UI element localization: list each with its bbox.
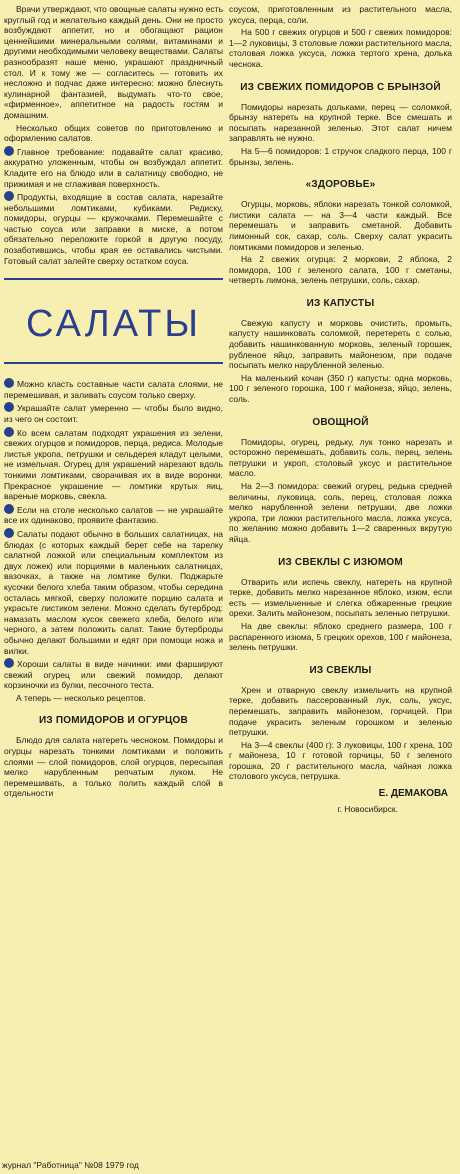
recipe-title: «ЗДОРОВЬЕ»: [305, 179, 376, 191]
recipe-ingredients: На 2 свежих огурца: 2 моркови, 2 яблока, 2 помидора, 100 г зеленого салата, 100 г сметаны, четверть лимона, зелень петрушки, соль, сахар.: [229, 254, 452, 286]
intro-paragraph: Врачи утверждают, что овощные салаты нужно есть круглый год и желательно каждый день. Они не просто возбуждают аппетит, но и обогащают рацион ценнейшими минеральными солями, витаминами и другими необходимыми человеку веществами. Салаты разнообразят наше меню, украшают праздничный стол. И к тому же — согласитесь — готовить их несложно и подчас даже интересно: можно блеснуть кулинарной фантазией, выдумать что-то свое, «фирменное», аппетитное на радость гостям и домашним.: [4, 4, 223, 120]
bullet-dot-icon: [4, 427, 14, 437]
bullet-dot-icon: [4, 528, 14, 538]
recipe-title: ОВОЩНОЙ: [312, 416, 369, 428]
bullet-dot-icon: [4, 146, 14, 156]
page-title: САЛАТЫ: [26, 303, 201, 346]
bullet-dot-icon: [4, 658, 14, 668]
recipe-ingredients: На 5—6 помидоров: 1 стручок сладкого перца, 100 г брынзы, зелень.: [229, 145, 452, 167]
recipe-ingredients: На две свеклы: яблоко среднего размера, 100 г распаренного изюма, 5 грецких орехов, 100 г майонеза, зелень петрушки.: [229, 620, 452, 653]
recipe-text: Помидоры нарезать дольками, перец — соломкой, брынзу натереть на крупной терке. Все смешать и посыпать нарезанной зеленью. Этот салат ничем заправлять не нужно.: [229, 101, 452, 144]
recipe-text: Блюдо для салата натереть чесноком. Помидоры и огурцы нарезать тонкими ломтиками и положить слоями — слой помидоров, слой огурцов, пересыпая мелко нарубленным репчатым луком. Не перемешивать, а только полить каждый слой в отдельности: [4, 735, 223, 799]
recipe-title: ИЗ СВЕКЛЫ: [309, 664, 372, 676]
bullet-dot-icon: [4, 402, 14, 412]
source-citation: журнал "Работница" №08 1979 год: [2, 1160, 139, 1170]
tip-paragraph: Ко всем салатам подходят украшения из зелени, свежих огурцов и помидоров, перца, редиса. Молодые листья укропа, петрушки и сельдерея кладут целыми, не измельчая. Огурец для украшений нарезают вдоль тонкими ломтиками, сворачивая их в виде воронки. Прекрасное украшение — ломтики крутых яиц, вареные морковь, свекла.: [4, 427, 223, 502]
tip-paragraph: Хороши салаты в виде начинки: ими фаршируют свежий огурец или свежий помидор, делают корзиночки из булки, песочного теста.: [4, 659, 223, 691]
signature-block: [229, 788, 452, 822]
author-name: Е. ДЕМАКОВА: [378, 788, 448, 800]
recipe-text: Огурцы, морковь, яблоки нарезать тонкой соломкой, листики салата — на 3—4 части каждый. Все перемешать и заправить сметаной. Добавить лимонный сок, сахар, соль. Сверху салат украсить ломтиками помидоров и зеленью.: [229, 199, 452, 252]
recipe-title: ИЗ КАПУСТЫ: [306, 297, 375, 309]
recipe-text: Свежую капусту и морковь очистить, промыть, капусту нашинковать соломкой, перетереть с солью, добавить нашинкованную морковь, зеленый горошек, рубленое яйцо, заправить майонезом, при подаче посыпать мелко нарубленной зеленью.: [229, 317, 452, 371]
tip-paragraph: Если на столе несколько салатов — не украшайте все их одинаково, проявите фантазию.: [4, 504, 223, 526]
recipe-title: ИЗ СВЕКЛЫ С ИЗЮМОМ: [278, 556, 403, 568]
bullet-dot-icon: [4, 378, 14, 388]
author-city: г. Новосибирск.: [337, 804, 398, 815]
tip-paragraph: Продукты, входящие в состав салата, нарезайте небольшими ломтиками, кубиками. Редиску, помидоры, огурцы — кружочками. Перемешайте с частью соуса или заправки в миске, а потом обязательно переложите горкой в другую посуду, позаботившись, чтобы края ее оставались чистыми. Готовый салат залейте сверху остатком соуса.: [4, 192, 223, 266]
recipe-text: Отварить или испечь свеклу, натереть на крупной терке, добавить мелко нарезанное яблоко, изюм, если есть — измельченные и слегка обжаренные грецкие орехи. Залить майонезом, посыпать зеленью петрушки.: [229, 576, 452, 619]
tip-paragraph: Салаты подают обычно в больших салатницах, на блюдах (с которых каждый берет себе на тарелку салатной ложкой или специальным комплектом из двух ложек) или порциями в маленьких салатницах, вазочках, а также на ломтике булки. Поджарьте кусочки белого хлеба таким образом, чтобы середина осталась мягкой, сверху положите порцию салата и украсьте листиком зелени. Можно сделать бутерброд: намазать маслом кусок свежего хлеба, белого или черного, а затем положить салат. Такие бутерброды обычно делают большими и едят при помощи ножа и вилки.: [4, 528, 223, 656]
left-column: [4, 4, 223, 801]
intro-paragraph: Несколько общих советов по приготовлению и оформлению салатов.: [4, 122, 223, 144]
recipe-ingredients: На 500 г свежих огурцов и 500 г свежих помидоров: 1—2 луковицы, 3 столовые ложки растительного масла, столовая ложка уксуса, ложка тертого хрена, долька чеснока.: [229, 27, 452, 69]
recipe-ingredients: На 2—3 помидора: свежий огурец, редька средней величины, луковица, соль, перец, столовая ложка мелко нарубленной зелени петрушки, две ложки укропа, три ложки растительного масла, ложка уксуса, по желанию можно добавить 1—2 сваренных вкрутую яйца.: [229, 481, 452, 544]
right-column: [229, 4, 452, 822]
recipe-text: Хрен и отварную свеклу измельчить на крупной терке, добавить пассерованный лук, соль, уксус, перемешать, заправить майонезом, горчицей. При подаче украсить зеленым горошком и зеленью петрушки.: [229, 684, 452, 738]
recipe-ingredients: На маленький кочан (350 г) капусты: одна морковь, 100 г зеленого горошка, 100 г майонеза, яйцо, зелень, соль.: [229, 372, 452, 405]
tip-paragraph: Украшайте салат умеренно — чтобы было видно, из чего он состоит.: [4, 403, 223, 425]
title-top-rule: [4, 278, 223, 280]
tip-paragraph: Главное требование: подавайте салат красиво, аккуратно уложенным, чтобы он возбуждал аппетит. Кладите его на блюдо или в салатницу свободно, не прижимая и не сглаживая поверхность.: [4, 146, 223, 189]
recipe-title: ИЗ ПОМИДОРОВ И ОГУРЦОВ: [39, 715, 188, 727]
bullet-dot-icon: [4, 191, 14, 201]
recipe-text: Помидоры, огурец, редьку, лук тонко нарезать и осторожно перемешать, добавить соль, перец, зелень петрушки и укроп, столовый уксус и растительное масло.: [229, 436, 452, 479]
tip-paragraph: Можно класть составные части салата слоями, не перемешивая, и заливать соусом только сверху.: [4, 379, 223, 400]
closing-line: А теперь — несколько рецептов.: [16, 692, 146, 703]
recipe-text: соусом, приготовленным из растительного масла, уксуса, перца, соли.: [229, 4, 452, 25]
recipe-ingredients: На 3—4 свеклы (400 г): 3 луковицы, 100 г хрена, 100 г майонеза, 10 г готовой горчицы, 50 г зеленого горошка, 20 г растительного масла, чайная ложка столового уксуса, петрушка.: [229, 739, 452, 782]
title-bottom-rule: [4, 362, 223, 364]
bullet-dot-icon: [4, 504, 14, 514]
recipe-title: ИЗ СВЕЖИХ ПОМИДОРОВ С БРЫНЗОЙ: [240, 81, 441, 93]
